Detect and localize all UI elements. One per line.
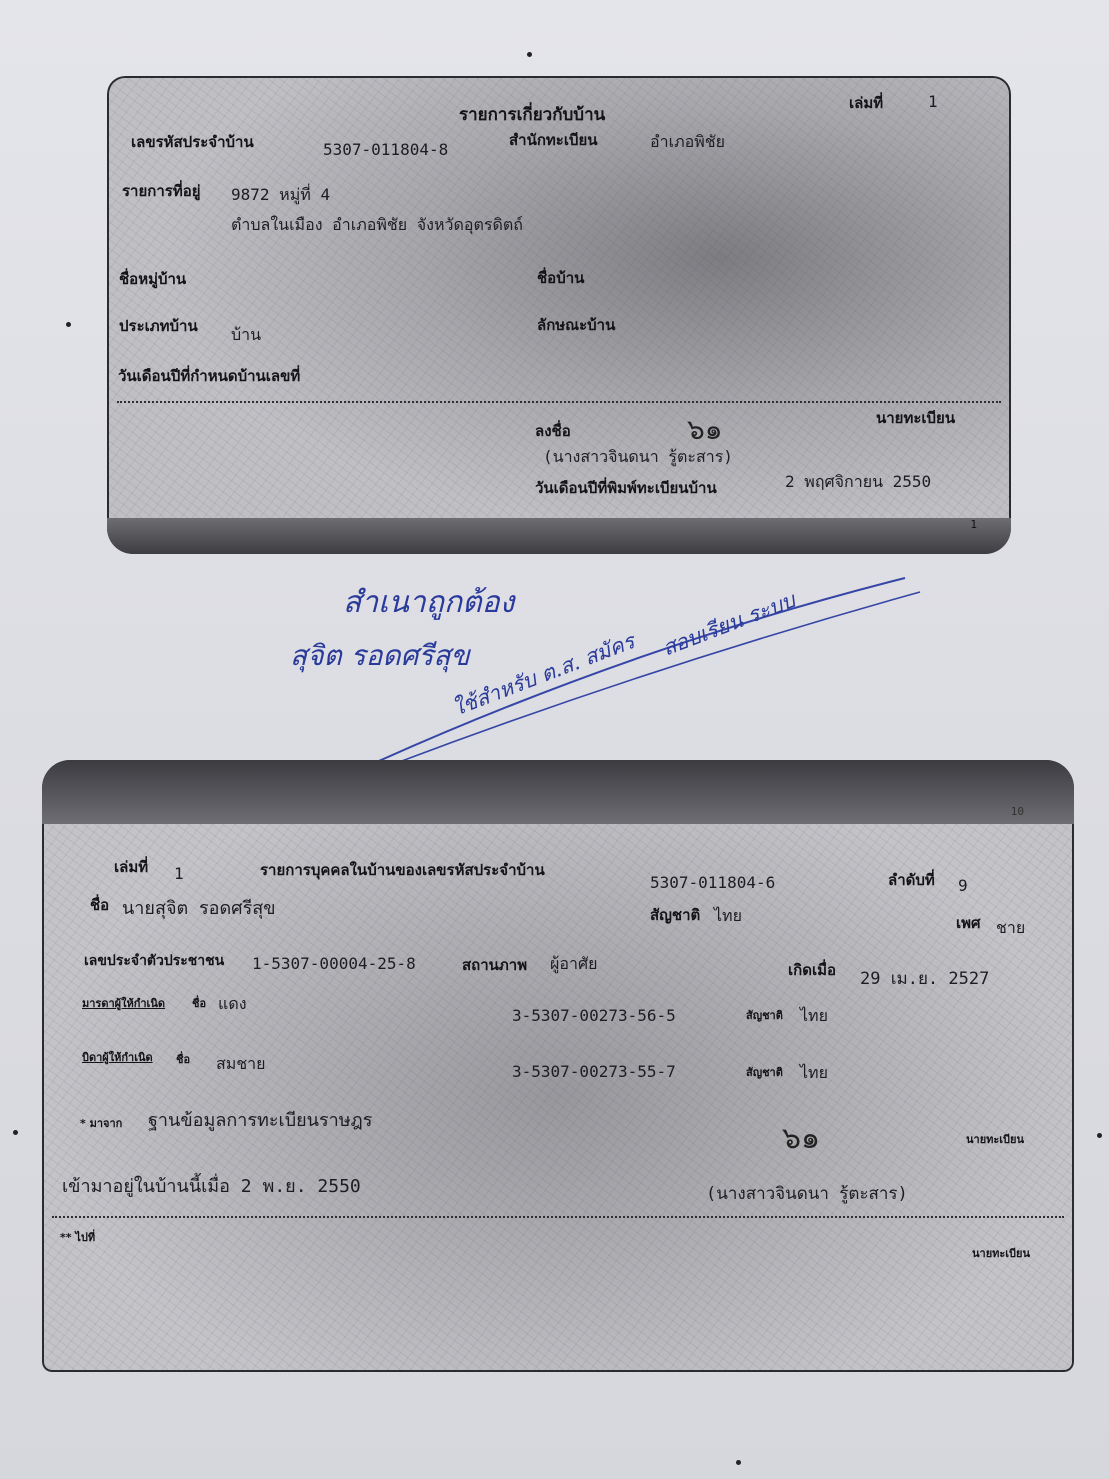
birth-date: 29 เม.ย. 2527 bbox=[860, 969, 990, 989]
from-label: * มาจาก bbox=[80, 1117, 123, 1130]
page-number: 10 bbox=[1010, 805, 1024, 818]
mother-nationality-label: สัญชาติ bbox=[746, 1009, 783, 1022]
sex: ชาย bbox=[996, 918, 1026, 937]
village-label: ชื่อหมู่บ้าน bbox=[119, 270, 187, 288]
page-speck bbox=[13, 1130, 18, 1135]
address-line2: ตำบลในเมือง อำเภอพิชัย จังหวัดอุตรดิตถ์ bbox=[231, 215, 523, 234]
registrar-title: นายทะเบียน bbox=[966, 1133, 1025, 1146]
father-id: 3-5307-00273-55-7 bbox=[512, 1062, 676, 1081]
card-footer-band bbox=[107, 518, 1011, 554]
status: ผู้อาศัย bbox=[550, 954, 598, 973]
mother-name-label: ชื่อ bbox=[192, 997, 207, 1010]
office-value: อำเภอพิชัย bbox=[650, 132, 725, 151]
signer-name: สุจิต รอดศรีสุข bbox=[290, 639, 470, 672]
mother-name: แดง bbox=[218, 994, 247, 1013]
moved-in-date: เข้ามาอยู่ในบ้านนี้เมื่อ 2 พ.ย. 2550 bbox=[62, 1176, 361, 1197]
born-label: เกิดเมื่อ bbox=[788, 961, 836, 979]
print-date: 2 พฤศจิกายน 2550 bbox=[785, 472, 932, 491]
house-record-title: รายการเกี่ยวกับบ้าน bbox=[459, 105, 606, 125]
purpose-note: ใช้สำหรับ ต.ส. สมัคร bbox=[449, 629, 638, 721]
person-name: นายสุจิต รอดศรีสุข bbox=[122, 898, 276, 919]
mother-id: 3-5307-00273-56-5 bbox=[512, 1006, 676, 1025]
house-type-value: บ้าน bbox=[231, 325, 262, 344]
divider bbox=[117, 401, 1001, 403]
house-character-label: ลักษณะบ้าน bbox=[537, 316, 616, 334]
office-label: สำนักทะเบียน bbox=[509, 131, 598, 149]
card-header-band bbox=[42, 760, 1074, 824]
book-no: 1 bbox=[174, 864, 184, 883]
father-name-label: ชื่อ bbox=[176, 1053, 191, 1066]
order-no: 9 bbox=[958, 876, 968, 895]
house-record-card bbox=[107, 76, 1011, 554]
registrar-name: (นางสาวจินดนา รู้ตะสาร) bbox=[543, 447, 733, 466]
address-line1: 9872 หมู่ที่ 4 bbox=[231, 185, 331, 204]
certified-copy-note: สำเนาถูกต้อง bbox=[343, 585, 515, 620]
house-code: 5307-011804-6 bbox=[650, 873, 776, 892]
house-code-label: เลขรหัสประจำบ้าน bbox=[131, 133, 254, 151]
status-label: สถานภาพ bbox=[462, 956, 528, 974]
registrar-title: นายทะเบียน bbox=[876, 409, 956, 427]
person-record-card bbox=[42, 760, 1074, 1372]
nationality: ไทย bbox=[714, 906, 742, 925]
id-label: เลขประจำตัวประชาชน bbox=[84, 953, 225, 969]
mother-nationality: ไทย bbox=[800, 1006, 828, 1025]
citizen-id: 1-5307-00004-25-8 bbox=[252, 954, 416, 973]
house-name-label: ชื่อบ้าน bbox=[537, 269, 585, 287]
name-label: ชื่อ bbox=[90, 896, 110, 914]
purpose-note-tail: สอบเรียน ระบบ bbox=[659, 588, 799, 661]
page-speck bbox=[66, 322, 71, 327]
page-speck bbox=[736, 1460, 741, 1465]
sex-label: เพศ bbox=[956, 914, 981, 932]
person-record-title: รายการบุคคลในบ้านของเลขรหัสประจำบ้าน bbox=[260, 861, 545, 879]
registrar-signature: ๖๑ bbox=[782, 1121, 821, 1156]
house-type-label: ประเภทบ้าน bbox=[119, 317, 198, 335]
registrar-title-2: นายทะเบียน bbox=[972, 1247, 1031, 1260]
order-label: ลำดับที่ bbox=[888, 871, 935, 889]
page-number: 1 bbox=[970, 518, 977, 531]
father-name: สมชาย bbox=[216, 1054, 266, 1073]
house-code: 5307-011804-8 bbox=[323, 140, 449, 159]
father-label: บิดาผู้ให้กำเนิด bbox=[82, 1051, 153, 1064]
assigned-date-label: วันเดือนปีที่กำหนดบ้านเลขที่ bbox=[118, 367, 301, 385]
mother-label: มารดาผู้ให้กำเนิด bbox=[82, 997, 165, 1010]
registrar-signature: ๖๑ bbox=[687, 413, 723, 446]
book-no: 1 bbox=[928, 92, 938, 111]
address-label: รายการที่อยู่ bbox=[122, 182, 201, 200]
print-date-label: วันเดือนปีที่พิมพ์ทะเบียนบ้าน bbox=[535, 479, 717, 497]
divider bbox=[52, 1216, 1064, 1218]
book-label: เล่มที่ bbox=[114, 858, 149, 876]
from-value: ฐานข้อมูลการทะเบียนราษฎร bbox=[148, 1110, 373, 1131]
registrar-name: (นางสาวจินดนา รู้ตะสาร) bbox=[706, 1184, 908, 1204]
page-speck bbox=[527, 52, 532, 57]
sign-label: ลงชื่อ bbox=[535, 422, 571, 440]
father-nationality: ไทย bbox=[800, 1063, 828, 1082]
to-label: ** ไปที่ bbox=[60, 1231, 96, 1244]
page-speck bbox=[1097, 1133, 1102, 1138]
father-nationality-label: สัญชาติ bbox=[746, 1066, 783, 1079]
book-label: เล่มที่ bbox=[849, 94, 884, 112]
nationality-label: สัญชาติ bbox=[650, 906, 701, 924]
